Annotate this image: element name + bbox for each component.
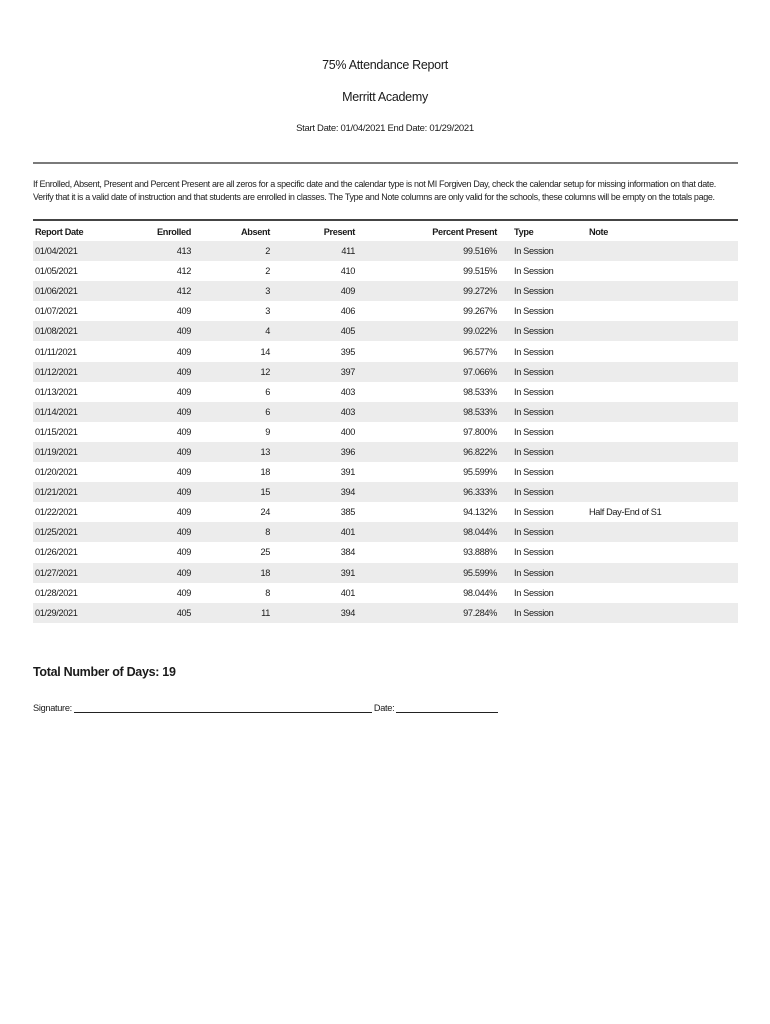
- cell-present: 401: [340, 527, 355, 538]
- school-name: Merritt Academy: [342, 90, 428, 104]
- cell-percent-present: 93.888%: [463, 547, 497, 558]
- cell-absent: 8: [265, 527, 270, 538]
- instructions-text: If Enrolled, Absent, Present and Percent Present are all zeros for a specific date and the calendar type is not MI Forgiven Day, check the calendar setup for missing information on that date. Verify that it is a valid date of instruction and that students are enrolled in classes. The Type and Note columns are only valid for the schools, these columns will be empty on the totals page.: [33, 179, 716, 202]
- cell-percent-present: 98.044%: [463, 527, 497, 538]
- cell-report-date: 01/05/2021: [35, 266, 78, 277]
- cell-present: 409: [340, 286, 355, 297]
- cell-note: [587, 542, 738, 562]
- cell-present: 394: [340, 607, 355, 618]
- cell-enrolled: 409: [176, 406, 191, 417]
- table-row: [33, 462, 738, 482]
- cell-note: [587, 301, 738, 321]
- col-enrolled: Enrolled: [157, 226, 191, 237]
- cell-note: [587, 522, 738, 542]
- cell-absent: 11: [261, 607, 270, 618]
- table-header-divider: [33, 219, 738, 221]
- col-percent-present: Percent Present: [432, 226, 497, 237]
- col-report-date: Report Date: [35, 226, 84, 237]
- cell-percent-present: 99.515%: [463, 266, 497, 277]
- cell-absent: 9: [265, 426, 270, 437]
- cell-type: In Session: [514, 547, 554, 558]
- table-row: [33, 402, 738, 422]
- table-row: [33, 382, 738, 402]
- cell-type: In Session: [514, 567, 554, 578]
- cell-absent: 18: [260, 467, 270, 478]
- col-present: Present: [323, 226, 355, 237]
- cell-percent-present: 97.066%: [463, 366, 497, 377]
- cell-percent-present: 98.044%: [463, 587, 497, 598]
- cell-type: In Session: [514, 587, 554, 598]
- cell-present: 406: [340, 306, 355, 317]
- table-row: [33, 542, 738, 562]
- cell-note: [587, 422, 738, 442]
- cell-enrolled: 409: [176, 467, 191, 478]
- cell-enrolled: 409: [176, 306, 191, 317]
- cell-type: In Session: [514, 446, 554, 457]
- cell-type: In Session: [514, 306, 554, 317]
- cell-report-date: 01/14/2021: [35, 406, 78, 417]
- cell-present: 391: [340, 567, 355, 578]
- table-row: [33, 241, 738, 261]
- cell-report-date: 01/08/2021: [35, 326, 78, 337]
- total-days: Total Number of Days: 19: [33, 665, 176, 679]
- cell-present: 411: [341, 246, 355, 257]
- cell-enrolled: 409: [176, 587, 191, 598]
- cell-note: Half Day-End of S1: [589, 507, 662, 518]
- cell-absent: 2: [265, 266, 270, 277]
- cell-enrolled: 409: [176, 346, 191, 357]
- cell-note: [587, 563, 738, 583]
- cell-percent-present: 98.533%: [463, 386, 497, 397]
- cell-report-date: 01/15/2021: [35, 426, 78, 437]
- table-row: [33, 362, 738, 382]
- cell-present: 400: [340, 426, 355, 437]
- table-row: [33, 603, 738, 623]
- cell-present: 396: [340, 446, 355, 457]
- col-type: Type: [514, 226, 534, 237]
- report-title: 75% Attendance Report: [322, 58, 448, 72]
- cell-report-date: 01/25/2021: [35, 527, 78, 538]
- cell-enrolled: 409: [176, 547, 191, 558]
- cell-enrolled: 412: [176, 266, 191, 277]
- cell-report-date: 01/27/2021: [35, 567, 78, 578]
- cell-type: In Session: [514, 246, 554, 257]
- cell-report-date: 01/20/2021: [35, 467, 78, 478]
- cell-type: In Session: [514, 426, 554, 437]
- table-row: [33, 482, 738, 502]
- cell-note: [587, 341, 738, 361]
- cell-absent: 24: [260, 507, 270, 518]
- table-row: [33, 261, 738, 281]
- attendance-table: [33, 222, 738, 623]
- date-line: [396, 703, 498, 713]
- cell-report-date: 01/21/2021: [35, 487, 78, 498]
- signature-line: [74, 703, 372, 713]
- cell-percent-present: 94.132%: [463, 507, 497, 518]
- cell-report-date: 01/06/2021: [35, 286, 78, 297]
- top-divider: [33, 162, 738, 164]
- cell-enrolled: 409: [176, 366, 191, 377]
- cell-absent: 6: [265, 406, 270, 417]
- cell-note: [587, 482, 738, 502]
- cell-report-date: 01/26/2021: [35, 547, 78, 558]
- cell-percent-present: 96.822%: [463, 446, 497, 457]
- cell-note: [587, 442, 738, 462]
- cell-report-date: 01/22/2021: [35, 507, 78, 518]
- cell-type: In Session: [514, 286, 554, 297]
- cell-report-date: 01/04/2021: [35, 246, 78, 257]
- signature-label: Signature:: [33, 703, 72, 713]
- cell-report-date: 01/28/2021: [35, 587, 78, 598]
- cell-enrolled: 409: [176, 386, 191, 397]
- cell-note: [587, 261, 738, 281]
- table-row: [33, 502, 738, 522]
- cell-enrolled: 409: [176, 527, 191, 538]
- cell-percent-present: 97.284%: [463, 607, 497, 618]
- cell-enrolled: 409: [176, 487, 191, 498]
- cell-present: 403: [340, 386, 355, 397]
- cell-percent-present: 99.272%: [463, 286, 497, 297]
- cell-present: 397: [340, 366, 355, 377]
- cell-percent-present: 99.516%: [463, 246, 497, 257]
- cell-absent: 6: [265, 386, 270, 397]
- table-row: [33, 563, 738, 583]
- cell-percent-present: 95.599%: [463, 467, 497, 478]
- cell-present: 395: [340, 346, 355, 357]
- table-row: [33, 442, 738, 462]
- col-absent: Absent: [240, 226, 270, 237]
- date-label: Date:: [373, 703, 395, 713]
- cell-enrolled: 405: [176, 607, 191, 618]
- cell-present: 403: [340, 406, 355, 417]
- cell-note: [587, 462, 738, 482]
- cell-enrolled: 409: [176, 326, 191, 337]
- cell-note: [587, 241, 738, 261]
- table-row: [33, 422, 738, 442]
- cell-enrolled: 409: [176, 446, 191, 457]
- cell-note: [587, 281, 738, 301]
- cell-type: In Session: [514, 507, 554, 518]
- table-row: [33, 301, 738, 321]
- cell-enrolled: 412: [176, 286, 191, 297]
- cell-absent: 14: [260, 346, 270, 357]
- cell-absent: 15: [260, 487, 270, 498]
- cell-report-date: 01/19/2021: [35, 446, 78, 457]
- cell-report-date: 01/07/2021: [35, 306, 78, 317]
- cell-type: In Session: [514, 326, 554, 337]
- cell-present: 410: [340, 266, 355, 277]
- cell-percent-present: 99.022%: [463, 326, 497, 337]
- cell-type: In Session: [514, 366, 554, 377]
- table-body: [33, 241, 738, 623]
- cell-note: [587, 362, 738, 382]
- cell-type: In Session: [514, 467, 554, 478]
- cell-absent: 25: [260, 547, 270, 558]
- cell-note: [587, 603, 738, 623]
- cell-present: 405: [340, 326, 355, 337]
- table-row: [33, 341, 738, 361]
- table-row: [33, 281, 738, 301]
- cell-percent-present: 96.577%: [463, 346, 497, 357]
- cell-present: 391: [340, 467, 355, 478]
- cell-note: [587, 321, 738, 341]
- cell-report-date: 01/12/2021: [35, 366, 78, 377]
- cell-absent: 3: [265, 306, 270, 317]
- cell-type: In Session: [514, 386, 554, 397]
- cell-absent: 12: [260, 366, 270, 377]
- cell-percent-present: 97.800%: [463, 426, 497, 437]
- cell-type: In Session: [514, 346, 554, 357]
- cell-type: In Session: [514, 607, 554, 618]
- cell-enrolled: 409: [176, 567, 191, 578]
- cell-note: [587, 402, 738, 422]
- cell-absent: 2: [265, 246, 270, 257]
- cell-type: In Session: [514, 487, 554, 498]
- cell-absent: 13: [260, 446, 270, 457]
- cell-enrolled: 409: [176, 507, 191, 518]
- cell-absent: 4: [265, 326, 270, 337]
- date-range: Start Date: 01/04/2021 End Date: 01/29/2021: [296, 123, 474, 134]
- cell-present: 401: [340, 587, 355, 598]
- cell-percent-present: 96.333%: [463, 487, 497, 498]
- table-row: [33, 522, 738, 542]
- cell-type: In Session: [514, 266, 554, 277]
- table-header-row: [33, 222, 738, 241]
- signature-block: [33, 703, 500, 713]
- col-note: Note: [589, 226, 609, 237]
- cell-percent-present: 95.599%: [463, 567, 497, 578]
- cell-present: 384: [340, 547, 355, 558]
- cell-enrolled: 409: [176, 426, 191, 437]
- cell-absent: 8: [265, 587, 270, 598]
- cell-report-date: 01/13/2021: [35, 386, 78, 397]
- cell-present: 385: [340, 507, 355, 518]
- cell-absent: 18: [260, 567, 270, 578]
- cell-enrolled: 413: [176, 246, 191, 257]
- cell-absent: 3: [265, 286, 270, 297]
- cell-percent-present: 98.533%: [463, 406, 497, 417]
- cell-percent-present: 99.267%: [463, 306, 497, 317]
- cell-type: In Session: [514, 406, 554, 417]
- cell-note: [587, 382, 738, 402]
- table-row: [33, 321, 738, 341]
- cell-present: 394: [340, 487, 355, 498]
- cell-type: In Session: [514, 527, 554, 538]
- cell-report-date: 01/29/2021: [35, 607, 78, 618]
- table-row: [33, 583, 738, 603]
- cell-report-date: 01/11/2021: [35, 346, 77, 357]
- cell-note: [587, 583, 738, 603]
